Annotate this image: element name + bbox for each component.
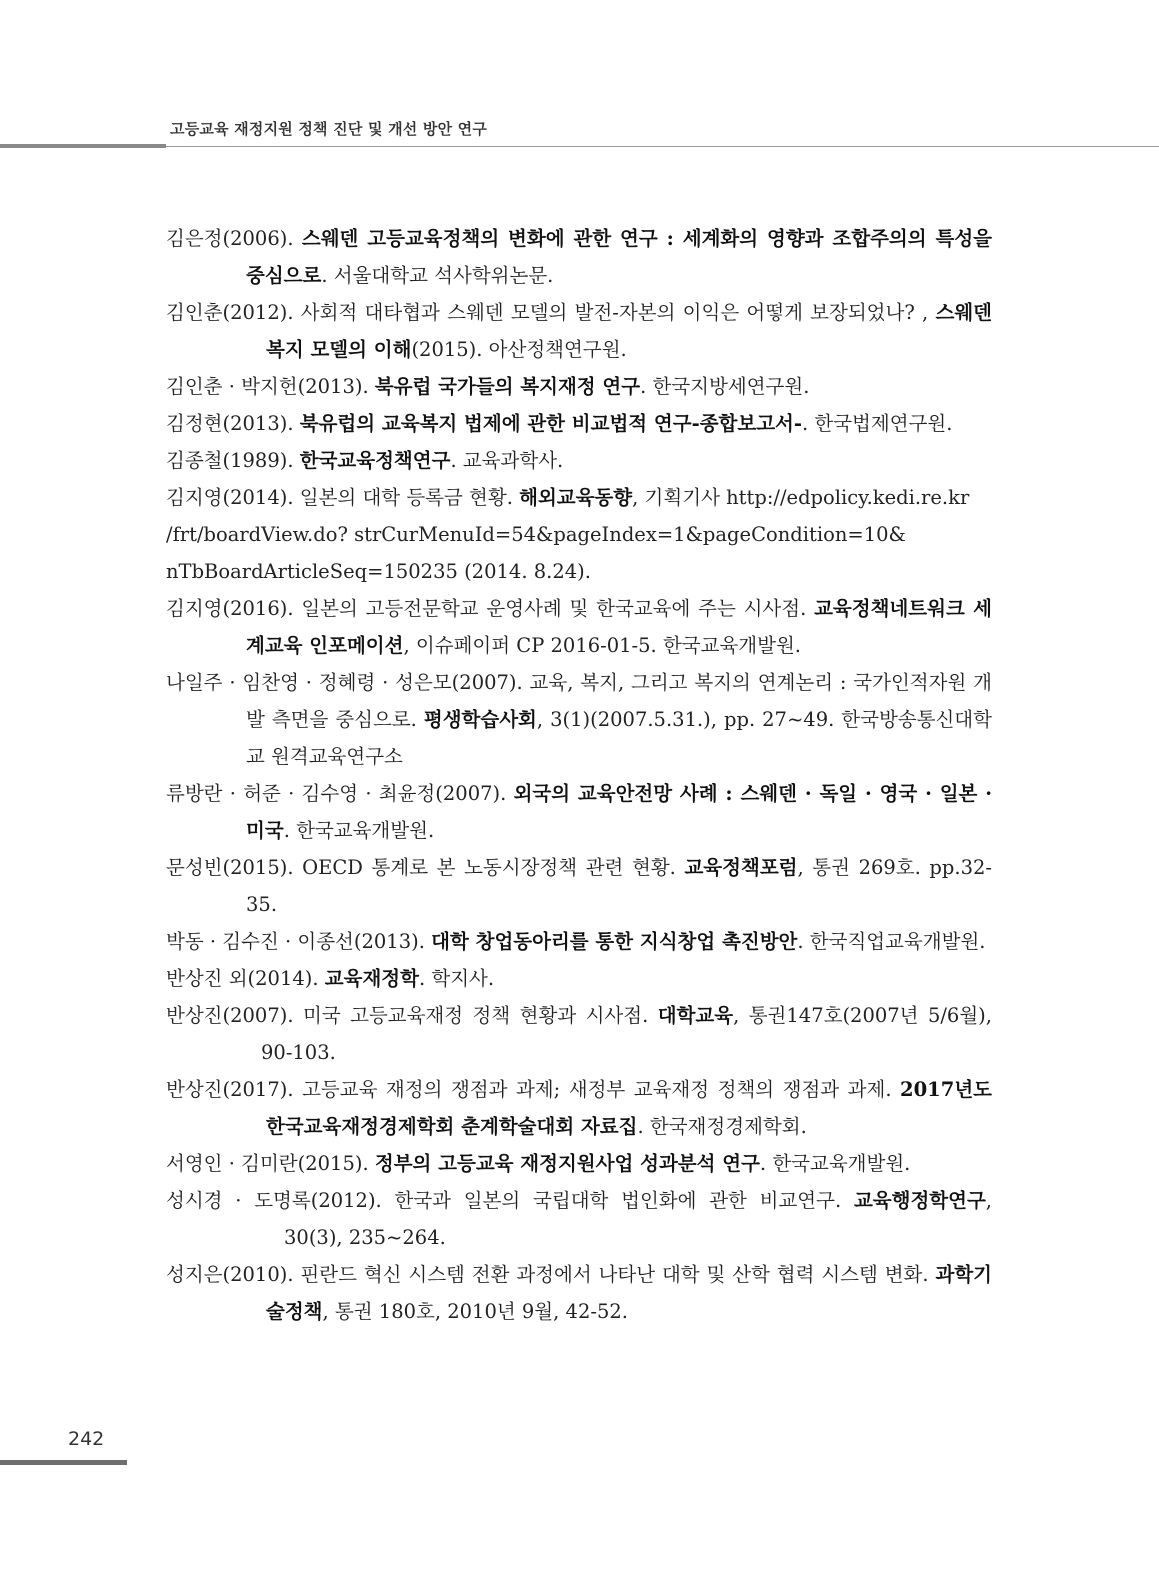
reference-entry — [166, 1182, 992, 1256]
reference-entry — [166, 664, 992, 775]
running-header: 고등교육 재정지원 정책 진단 및 개선 방안 연구 — [170, 120, 488, 138]
reference-entry — [166, 294, 992, 368]
reference-entry — [166, 923, 992, 960]
reference-title: 평생학습사회 — [423, 708, 537, 731]
reference-suffix: . 한국직업교육개발원. — [797, 930, 986, 953]
footer-rule — [0, 1460, 127, 1465]
reference-entry — [166, 479, 992, 590]
reference-url-line: /frt/boardView.do? strCurMenuId=54&pageIndex=1&pageCondition=10& — [166, 523, 906, 546]
reference-prefix: 반상진(2007). 미국 고등교육재정 정책 현황과 시사점. — [166, 1004, 658, 1027]
reference-entry — [166, 1256, 992, 1330]
reference-suffix: . 한국재정경제학회. — [637, 1115, 807, 1138]
reference-entry — [166, 405, 992, 442]
reference-entry — [166, 1071, 992, 1145]
reference-title: 2017년도 한국교육재정경제학회 춘계학술대회 자료집 — [266, 1078, 992, 1138]
reference-prefix: 성시경 · 도명록(2012). 한국과 일본의 국립대학 법인화에 관한 비교연구. — [166, 1189, 854, 1212]
reference-prefix: 김은정(2006). — [166, 227, 302, 250]
reference-title: 스웨덴 고등교육정책의 변화에 관한 연구 : 세계화의 영향과 조합주의의 특성을 중심으로 — [246, 227, 992, 287]
reference-entry — [166, 960, 992, 997]
reference-suffix: , 기획기사 http://edpolicy.kedi.re.kr — [632, 486, 970, 509]
reference-prefix: 박동 · 김수진 · 이종선(2013). — [166, 930, 432, 953]
reference-entry — [166, 775, 992, 849]
reference-title: 외국의 교육안전망 사례 : 스웨덴 · 독일 · 영국 · 일본 · 미국 — [246, 782, 993, 842]
reference-title: 북유럽의 교육복지 법제에 관한 비교법적 연구-종합보고서- — [299, 412, 802, 435]
reference-suffix: , 3(1)(2007.5.31.), pp. 27~49. 한국방송통신대학교 원격교육연구소 — [246, 708, 992, 768]
reference-prefix: 김인춘(2012). 사회적 대타협과 스웨덴 모델의 발전-자본의 이익은 어떻게 보장되었나? , — [166, 301, 936, 324]
reference-title: 교육정책네트워크 세계교육 인포메이션 — [246, 597, 992, 657]
reference-prefix: 문성빈(2015). OECD 통계로 본 노동시장정책 관련 현황. — [166, 856, 685, 879]
header-rule-thin — [166, 146, 1159, 147]
reference-title: 대학교육 — [657, 1004, 734, 1027]
reference-prefix: 김종철(1989). — [166, 449, 300, 472]
reference-entry — [166, 1145, 992, 1182]
reference-prefix: 김지영(2016). 일본의 고등전문학교 운영사례 및 한국교육에 주는 시사점. — [166, 597, 815, 620]
reference-prefix: 성지은(2010). 핀란드 혁신 시스템 전환 과정에서 나타난 대학 및 산학 협력 시스템 변화. — [166, 1263, 936, 1286]
reference-url-line: nTbBoardArticleSeq=150235 (2014. 8.24). — [166, 560, 591, 583]
reference-suffix: , 통권147호(2007년 5/6월), 90-103. — [261, 1004, 992, 1064]
reference-suffix: . 한국법제연구원. — [801, 412, 953, 435]
reference-suffix: (2015). 아산정책연구원. — [411, 338, 627, 361]
reference-entry — [166, 368, 992, 405]
reference-entry — [166, 997, 992, 1071]
reference-title: 스웨덴 복지 모델의 이해 — [266, 301, 992, 361]
reference-suffix: , 30(3), 235~264. — [284, 1189, 992, 1249]
reference-title: 교육행정학연구 — [853, 1189, 986, 1212]
page-number: 242 — [68, 1428, 105, 1450]
header-rule-thick — [0, 144, 166, 148]
reference-prefix: 류방란 · 허준 · 김수영 · 최윤정(2007). — [166, 782, 514, 805]
reference-entry — [166, 442, 992, 479]
reference-entry — [166, 590, 992, 664]
reference-suffix: . 한국교육개발원. — [283, 819, 435, 842]
reference-title: 정부의 고등교육 재정지원사업 성과분석 연구 — [374, 1152, 760, 1175]
reference-prefix: 김지영(2014). 일본의 대학 등록금 현황. — [166, 486, 520, 509]
reference-suffix: , 통권 269호. pp.32-35. — [246, 856, 992, 916]
reference-prefix: 반상진(2017). 고등교육 재정의 쟁점과 과제; 새정부 교육재정 정책의 쟁점과 과제. — [166, 1078, 901, 1101]
reference-title: 한국교육정책연구 — [299, 449, 451, 472]
reference-prefix: 김인춘 · 박지헌(2013). — [166, 375, 375, 398]
reference-suffix: . 학지사. — [418, 967, 495, 990]
reference-title: 대학 창업동아리를 통한 지식창업 촉진방안 — [431, 930, 798, 953]
reference-title: 과학기술정책 — [266, 1263, 992, 1323]
reference-suffix: , 통권 180호, 2010년 9월, 42-52. — [322, 1300, 628, 1323]
reference-prefix: 서영인 · 김미란(2015). — [166, 1152, 375, 1175]
reference-prefix: 나일주 · 임찬영 · 정혜령 · 성은모(2007). 교육, 복지, 그리고 복지의 연계논리 : 국가인적자원 개발 측면을 중심으로. — [166, 671, 992, 731]
reference-prefix: 반상진 외(2014). — [166, 967, 325, 990]
reference-list — [166, 220, 992, 1330]
reference-suffix: . 한국교육개발원. — [759, 1152, 911, 1175]
reference-entry — [166, 849, 992, 923]
reference-suffix: . 한국지방세연구원. — [640, 375, 810, 398]
reference-title: 교육정책포럼 — [684, 856, 798, 879]
reference-title: 북유럽 국가들의 복지재정 연구 — [374, 375, 641, 398]
reference-title: 교육재정학 — [324, 967, 419, 990]
reference-suffix: , 이슈페이퍼 CP 2016-01-5. 한국교육개발원. — [403, 634, 801, 657]
reference-title: 해외교육동향 — [519, 486, 633, 509]
reference-suffix: . 교육과학사. — [450, 449, 564, 472]
reference-prefix: 김정현(2013). — [166, 412, 300, 435]
reference-entry — [166, 220, 992, 294]
reference-suffix: . 서울대학교 석사학위논문. — [321, 264, 554, 287]
